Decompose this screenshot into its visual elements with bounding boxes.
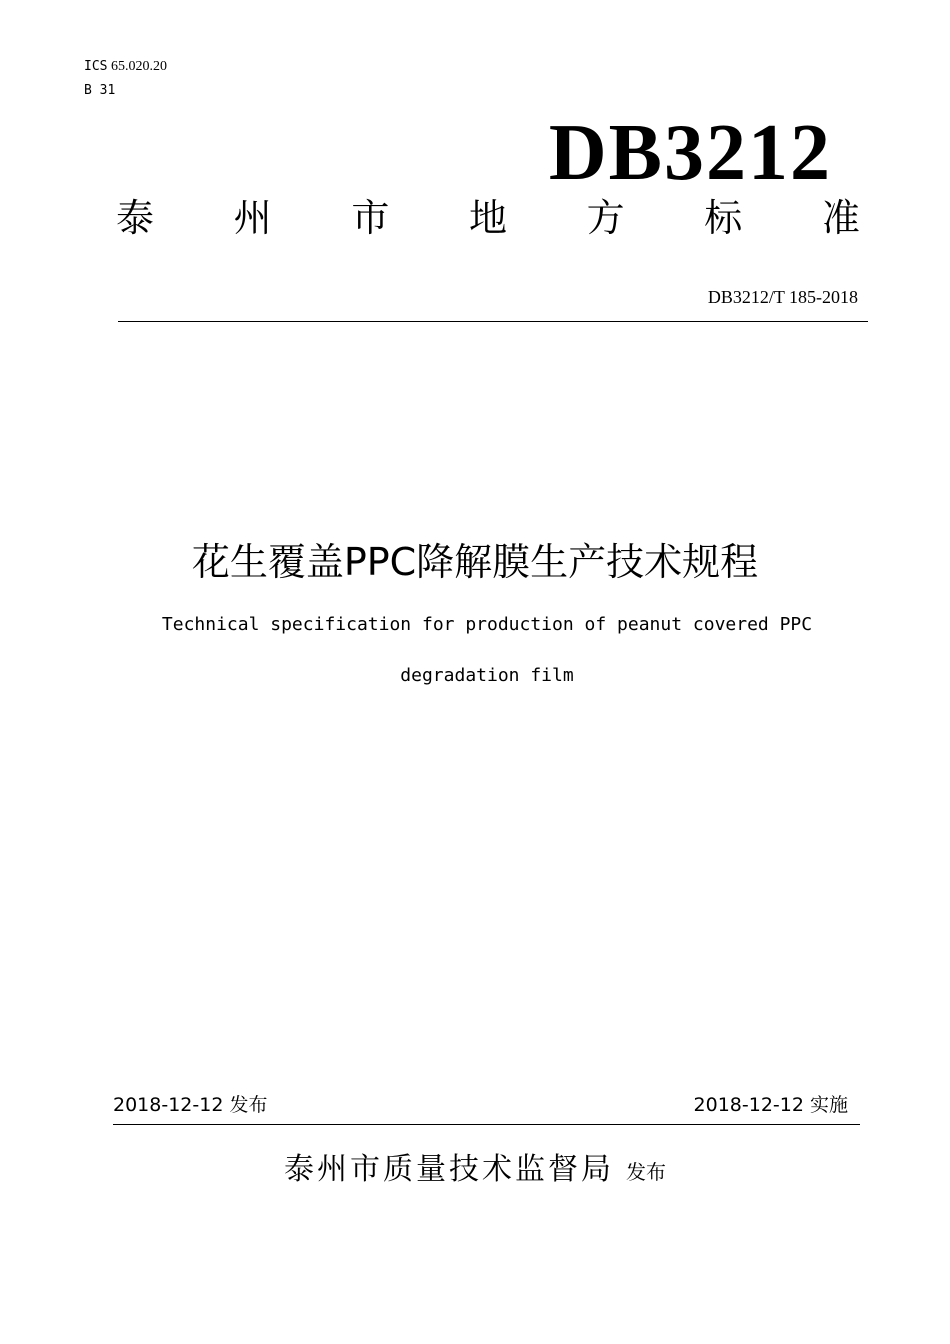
- footer-divider: [113, 1124, 860, 1125]
- ics-number: 65.020.20: [110, 59, 167, 74]
- issuer-name: 泰州市质量技术监督局: [284, 1152, 614, 1187]
- issuer-line: [0, 1148, 950, 1196]
- ics-label: ICS: [84, 59, 108, 74]
- issuer-action: 发布: [626, 1160, 666, 1184]
- ccs-code: B 31: [84, 83, 116, 98]
- standard-type-char: 准: [821, 196, 860, 240]
- title-chinese: 花生覆盖PPC降解膜生产技术规程: [191, 540, 759, 584]
- standard-type-char: 泰: [116, 196, 155, 240]
- title-english-line1: Technical specification for production of peanut covered PPC: [161, 614, 813, 635]
- title-english-line2: degradation film: [400, 665, 574, 686]
- ics-code: [84, 58, 167, 76]
- standard-type-char: 州: [233, 196, 272, 240]
- standard-type-char: 市: [351, 196, 390, 240]
- standard-number: DB3212/T 185-2018: [707, 287, 858, 307]
- publish-date: 2018-12-12 发布: [113, 1094, 268, 1116]
- header-divider: [118, 321, 868, 322]
- implement-date: 2018-12-12 实施: [693, 1094, 848, 1116]
- standard-type-char: 标: [704, 196, 743, 240]
- db-code: DB3212: [548, 109, 832, 197]
- standard-type: [116, 193, 860, 243]
- standard-type-char: 方: [586, 196, 625, 240]
- standard-type-char: 地: [468, 196, 507, 240]
